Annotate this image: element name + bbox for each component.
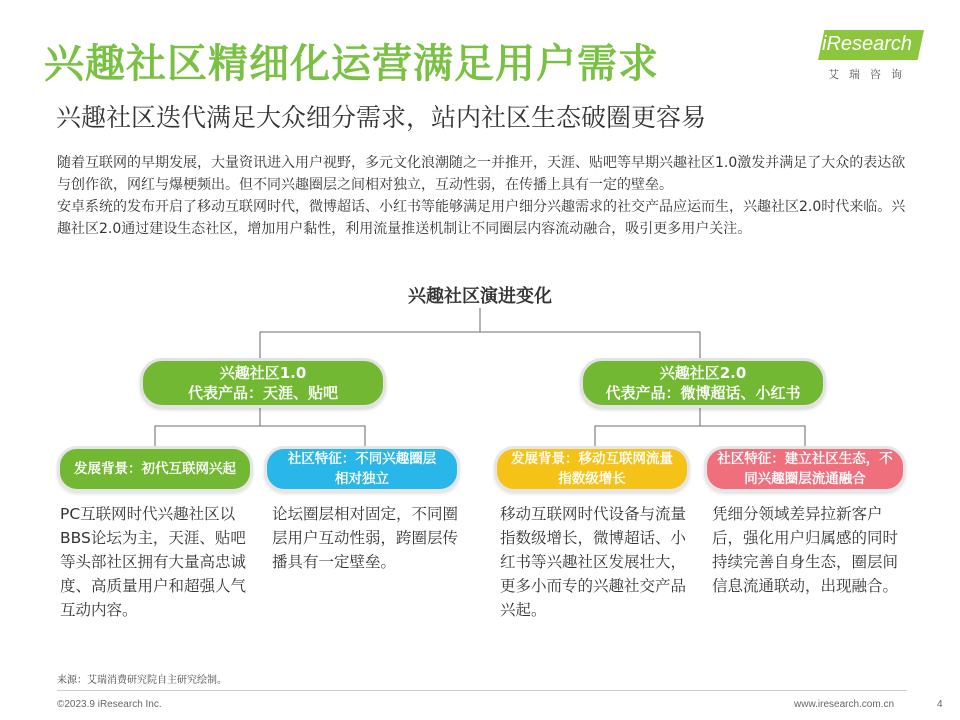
page-subtitle: 兴趣社区迭代满足大众细分需求，站内社区生态破圈更容易: [56, 103, 707, 132]
feature-1-line1: 发展背景：初代互联网兴起: [74, 461, 236, 477]
copyright-text: ©2023.9 iResearch Inc.: [57, 699, 162, 710]
footer-divider: [57, 690, 907, 691]
feature-pill-1: [57, 446, 253, 492]
feature-4-description: 凭细分领域差异拉新客户后，强化用户归属感的同时持续完善自身生态，圈层间信息流通联动，出现融合。: [712, 505, 899, 595]
feature-3-line1: 发展背景：移动互联网流量: [511, 451, 673, 467]
connector-root: [260, 308, 700, 358]
diagram-title: 兴趣社区演进变化: [408, 286, 552, 307]
feature-2-description: 论坛圈层相对固定，不同圈层用户互动性弱，跨圈层传播具有一定壁垒。: [272, 505, 459, 571]
feature-pill-4: [704, 446, 906, 492]
gen1-pill: [140, 358, 386, 408]
logo-cn-text: 艾瑞咨询: [828, 68, 912, 81]
gen1-products: 代表产品：天涯、贴吧: [187, 384, 338, 402]
intro-paragraph-1: 随着互联网的早期发展，大量资讯进入用户视野，多元文化浪潮随之一并推开，天涯、贴吧等早期兴趣社区1.0激发并满足了大众的表达欲与创作欲，网红与爆梗频出。但不同兴趣圈层之间相对独立，互动性弱，在传播上具有一定的壁垒。: [57, 155, 906, 193]
feature-4-line1: 社区特征：建立社区生态，不: [717, 451, 893, 467]
feature-3-description: 移动互联网时代设备与流量指数级增长，微博超话、小红书等兴趣社区发展壮大，更多小而专的兴趣社交产品兴起。: [500, 505, 687, 619]
source-note: 来源：艾瑞消费研究院自主研究绘制。: [57, 675, 227, 686]
logo-brand-text: iResearch: [822, 33, 913, 55]
gen2-title: 兴趣社区2.0: [659, 364, 747, 382]
page-title: 兴趣社区精细化运营满足用户需求: [44, 41, 659, 87]
website-text: www.iresearch.com.cn: [794, 699, 895, 710]
feature-4-line2: 同兴趣圈层流通融合: [744, 471, 866, 487]
feature-3-line2: 指数级增长: [558, 471, 626, 487]
page-number: 4: [937, 699, 943, 710]
feature-1-description: PC互联网时代兴趣社区以BBS论坛为主，天涯、贴吧等头部社区拥有大量高忠诚度、高质量用户和超强人气互动内容。: [60, 505, 247, 619]
gen2-pill: [580, 358, 826, 408]
intro-paragraph-2: 安卓系统的发布开启了移动互联网时代，微博超话、小红书等能够满足用户细分兴趣需求的社交产品应运而生，兴趣社区2.0时代来临。兴趣社区2.0通过建设生态社区，增加用户黏性，利用流量推送机制让不同圈层内容流动融合，吸引更多用户关注。: [57, 199, 906, 237]
connector-gen2: [595, 404, 805, 446]
gen2-products: 代表产品：微博超话、小红书: [605, 384, 801, 402]
gen1-title: 兴趣社区1.0: [219, 364, 307, 382]
connector-gen1: [155, 404, 365, 446]
feature-pill-3: [494, 446, 690, 492]
feature-2-line1: 社区特征：不同兴趣圈层: [287, 451, 437, 467]
feature-2-line2: 相对独立: [335, 471, 389, 487]
feature-pill-2: [264, 446, 460, 492]
